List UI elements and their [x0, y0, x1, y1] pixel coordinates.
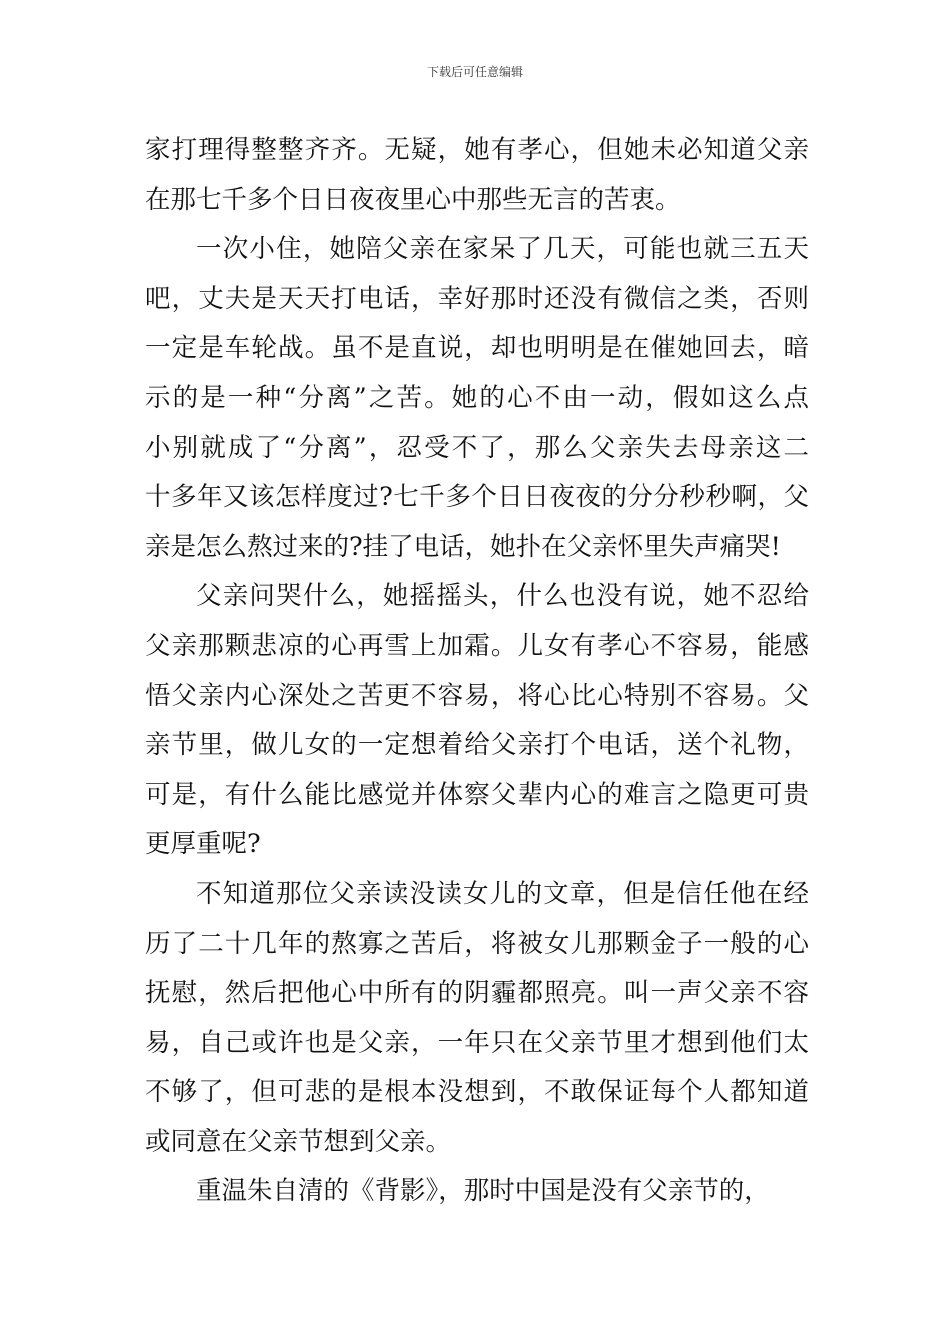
text-line: 亲节里，做儿女的一定想着给父亲打个电话，送个礼物， [145, 730, 809, 761]
text-line: 易，自己或许也是父亲，一年只在父亲节里才想到他们太 [145, 1027, 809, 1058]
text-line: 亲是怎么熬过来的?挂了电话，她扑在父亲怀里失声痛哭! [145, 531, 781, 562]
paragraph-first-line: 重温朱自清的《背影》，那时中国是没有父亲节的， [196, 1176, 770, 1207]
text-line: 一定是车轮战。虽不是直说，却也明明是在催她回去，暗 [145, 333, 809, 364]
text-line: 示的是一种“分离”之苦。她的心不由一动，假如这么点 [145, 382, 809, 413]
text-line: 吧，丈夫是天天打电话，幸好那时还没有微信之类，否则 [145, 283, 809, 314]
body-text [145, 126, 809, 1217]
text-line: 父亲那颗悲凉的心再雪上加霜。儿女有孝心不容易，能感 [145, 630, 809, 661]
text-line: 可是，有什么能比感觉并体察父辈内心的难言之隐更可贵 [145, 779, 809, 810]
text-line: 悟父亲内心深处之苦更不容易，将心比心特别不容易。父 [145, 680, 809, 711]
paragraph-first-line: 一次小住，她陪父亲在家呆了几天，可能也就三五天 [196, 234, 809, 265]
text-line: 小别就成了“分离”，忍受不了，那么父亲失去母亲这二 [145, 432, 809, 463]
page-header: 下载后可任意编辑 [426, 65, 523, 79]
text-line: 不够了，但可悲的是根本没想到，不敢保证每个人都知道 [145, 1077, 809, 1108]
paragraph-first-line: 不知道那位父亲读没读女儿的文章，但是信任他在经 [196, 878, 809, 909]
paragraph-first-line: 父亲问哭什么，她摇摇头，什么也没有说，她不忍给 [196, 581, 809, 612]
text-line: 十多年又该怎样度过?七千多个日日夜夜的分分秒秒啊，父 [145, 482, 809, 513]
text-line: 家打理得整整齐齐。无疑，她有孝心，但她未必知道父亲 [145, 135, 809, 165]
text-line: 在那七千多个日日夜夜里心中那些无言的苦衷。 [145, 184, 681, 215]
text-line: 更厚重呢? [145, 829, 261, 860]
text-line: 或同意在父亲节想到父亲。 [145, 1126, 452, 1157]
text-line: 历了二十几年的熬寡之苦后，将被女儿那颗金子一般的心 [145, 928, 809, 959]
text-line: 抚慰，然后把他心中所有的阴霾都照亮。叫一声父亲不容 [145, 978, 809, 1009]
